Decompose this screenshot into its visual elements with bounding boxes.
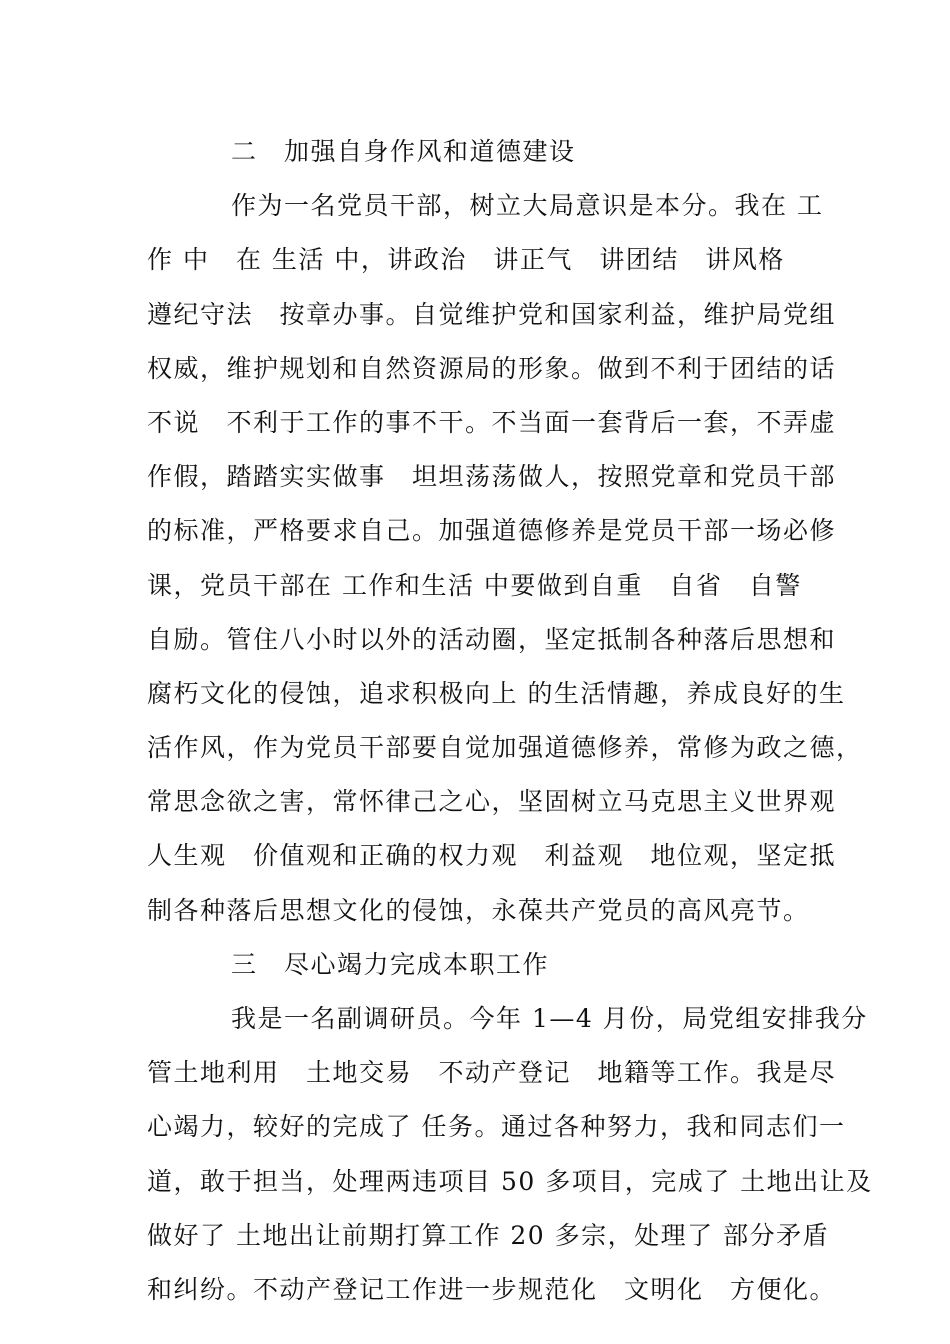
paragraph-line: 活作风，作为党员干部要自觉加强道德修养，常修为政之德， [147,733,863,763]
paragraph-line: 作为一名党员干部，树立大局意识是本分。我在 工 [231,191,824,221]
paragraph-line: 自励。管住八小时以外的活动圈，坚定抵制各种落后思想和 [147,624,837,654]
paragraph-line: 道，敢于担当，处理两违项目 50 多项目，完成了 土地出让及 [147,1166,873,1196]
paragraph-line: 管土地利用 土地交易 不动产登记 地籍等工作。我是尽 [147,1058,837,1088]
paragraph-line: 课，党员干部在 工作和生活 中要做到自重 自省 自警 [147,570,802,600]
paragraph-line: 人生观 价值观和正确的权力观 利益观 地位观，坚定抵 [147,841,837,871]
paragraph-line: 我是一名副调研员。今年 1—4 月份，局党组安排我分 [231,1004,868,1033]
paragraph-line: 制各种落后思想文化的侵蚀，永葆共产党员的高风亮节。 [147,895,810,925]
paragraph-line: 和纠纷。不动产登记工作进一步规范化 文明化 方便化。 [147,1274,837,1304]
paragraph-line: 做好了 土地出让前期打算工作 20 多宗，处理了 部分矛盾 [147,1220,830,1250]
paragraph-line: 常思念欲之害，常怀律己之心，坚固树立马克思主义世界观 [147,787,837,817]
paragraph-line: 作假，踏踏实实做事 坦坦荡荡做人，按照党章和党员干部 [147,462,837,492]
paragraph-line: 的标准，严格要求自己。加强道德修养是党员干部一场必修 [147,516,837,546]
section-heading-3: 三 尽心竭力完成本职工作 [231,949,550,979]
paragraph-line: 权威，维护规划和自然资源局的形象。做到不利于团结的话 [147,353,837,383]
paragraph-line: 心竭力，较好的完成了 任务。通过各种努力，我和同志们一 [147,1112,846,1142]
document-body [147,125,873,1317]
section-heading-2: 二 加强自身作风和道德建设 [231,137,576,166]
paragraph-line: 作 中 在 生活 中，讲政治 讲正气 讲团结 讲风格 [147,245,785,275]
paragraph-line: 腐朽文化的侵蚀，追求积极向上 的生活情趣，养成良好的生 [147,678,846,708]
paragraph-line: 不说 不利于工作的事不干。不当面一套背后一套，不弄虚 [147,407,837,437]
paragraph-line: 遵纪守法 按章办事。自觉维护党和国家利益，维护局党组 [147,299,837,329]
